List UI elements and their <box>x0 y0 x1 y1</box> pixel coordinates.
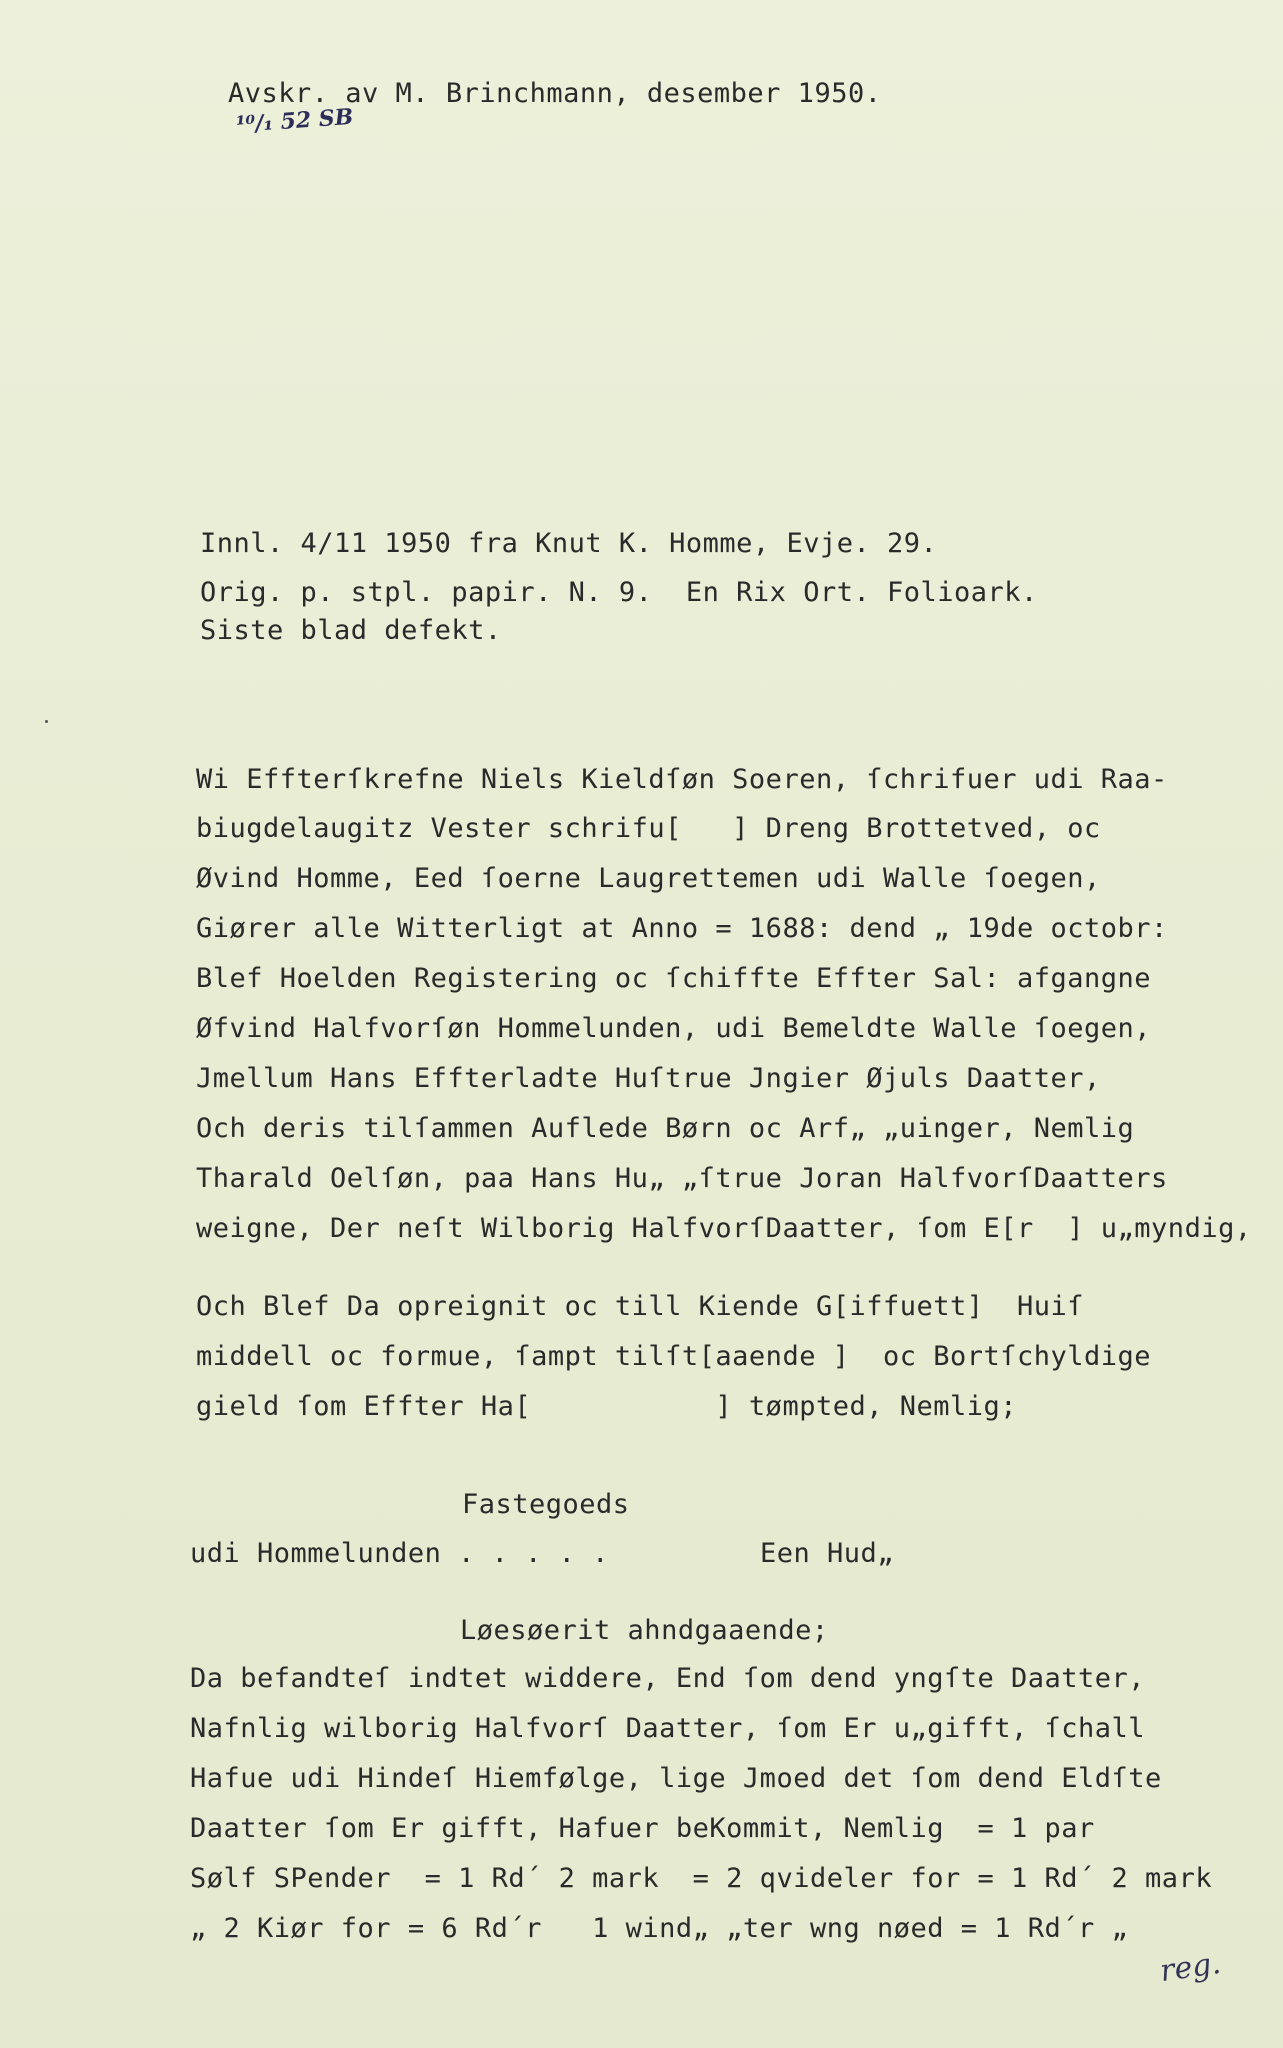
body-line: Øvind Homme, Eed ſoerne Laugrettemen udi Walle ſoegen, <box>196 863 1101 894</box>
handwritten-date-note: ¹⁰/₁ 52 SB <box>235 103 355 139</box>
fastegoeds-row-value: Een Hud„ <box>760 1538 895 1569</box>
section-heading-loesoerit: Løesøerit ahndgaaende; <box>460 1615 829 1646</box>
body-line: Wi Effterſkrefne Niels Kieldſøn Soeren, ſchrifuer udi Raa- <box>196 764 1168 795</box>
source-line-2: Orig. p. stpl. papir. N. 9. En Rix Ort. Folioark. <box>200 577 1038 608</box>
section-heading-fastegoeds: Fastegoeds <box>462 1489 630 1520</box>
body-line: Giører alle Witterligt at Anno = 1688: dend „ 19de octobr: <box>196 913 1168 944</box>
body-line: Jmellum Hans Effterladte Huſtrue Jngier Øjuls Daatter, <box>196 1063 1101 1094</box>
body-line: Blef Hoelden Registering oc ſchiffte Effter Sal: afgangne <box>196 963 1152 994</box>
source-line-1: Innl. 4/11 1950 fra Knut K. Homme, Evje. 29. <box>200 528 938 559</box>
source-line-3: Siste blad defekt. <box>200 615 502 646</box>
body-line: Tharald Oelſøn, paa Hans Hu„ „ſtrue Joran HalfvorſDaatters <box>196 1163 1168 1194</box>
body-line: Och deris tilſammen Auflede Børn oc Arf„ „uinger, Nemlig <box>196 1113 1135 1144</box>
body-line: middell oc formue, ſampt tilſt[aaende ] oc Bortſchyldige <box>196 1341 1152 1372</box>
fastegoeds-row-label: udi Hommelunden . . . . . <box>190 1538 609 1569</box>
transcription-note: Avskr. av M. Brinchmann, desember 1950. <box>228 78 882 109</box>
body-line: „ 2 Kiør for = 6 Rd´r 1 wind„ „ter wng nøed = 1 Rd´r „ <box>190 1913 1129 1944</box>
body-line: Sølf SPender = 1 Rd´ 2 mark = 2 qvideler for = 1 Rd´ 2 mark <box>190 1863 1213 1894</box>
body-line: gield ſom Effter Ha[ ] tømpted, Nemlig; <box>196 1391 1018 1422</box>
body-line: Øfvind Halfvorſøn Hommelunden, udi Bemeldte Walle ſoegen, <box>196 1013 1152 1044</box>
body-line: Och Blef Da opreignit oc till Kiende G[iffuett] Huiſ <box>196 1291 1085 1322</box>
body-line: Da befandteſ indtet widdere, End ſom dend yngſte Daatter, <box>190 1663 1146 1694</box>
margin-speck <box>45 720 48 723</box>
body-line: Nafnlig wilborig Halfvorſ Daatter, ſom Er u„gifft, ſchall <box>190 1713 1146 1744</box>
handwritten-reg-mark: reg. <box>1157 1945 1223 1990</box>
body-line: weigne, Der neſt Wilborig HalfvorſDaatter, ſom E[r ] u„myndig, <box>196 1213 1252 1244</box>
body-line: biugdelaugitz Vester schrifu[ ] Dreng Brottetved, oc <box>196 813 1101 844</box>
body-line: Daatter ſom Er gifft, Hafuer beKommit, Nemlig = 1 par <box>190 1813 1095 1844</box>
body-line: Hafue udi Hindeſ Hiemfølge, lige Jmoed det ſom dend Eldſte <box>190 1763 1162 1794</box>
